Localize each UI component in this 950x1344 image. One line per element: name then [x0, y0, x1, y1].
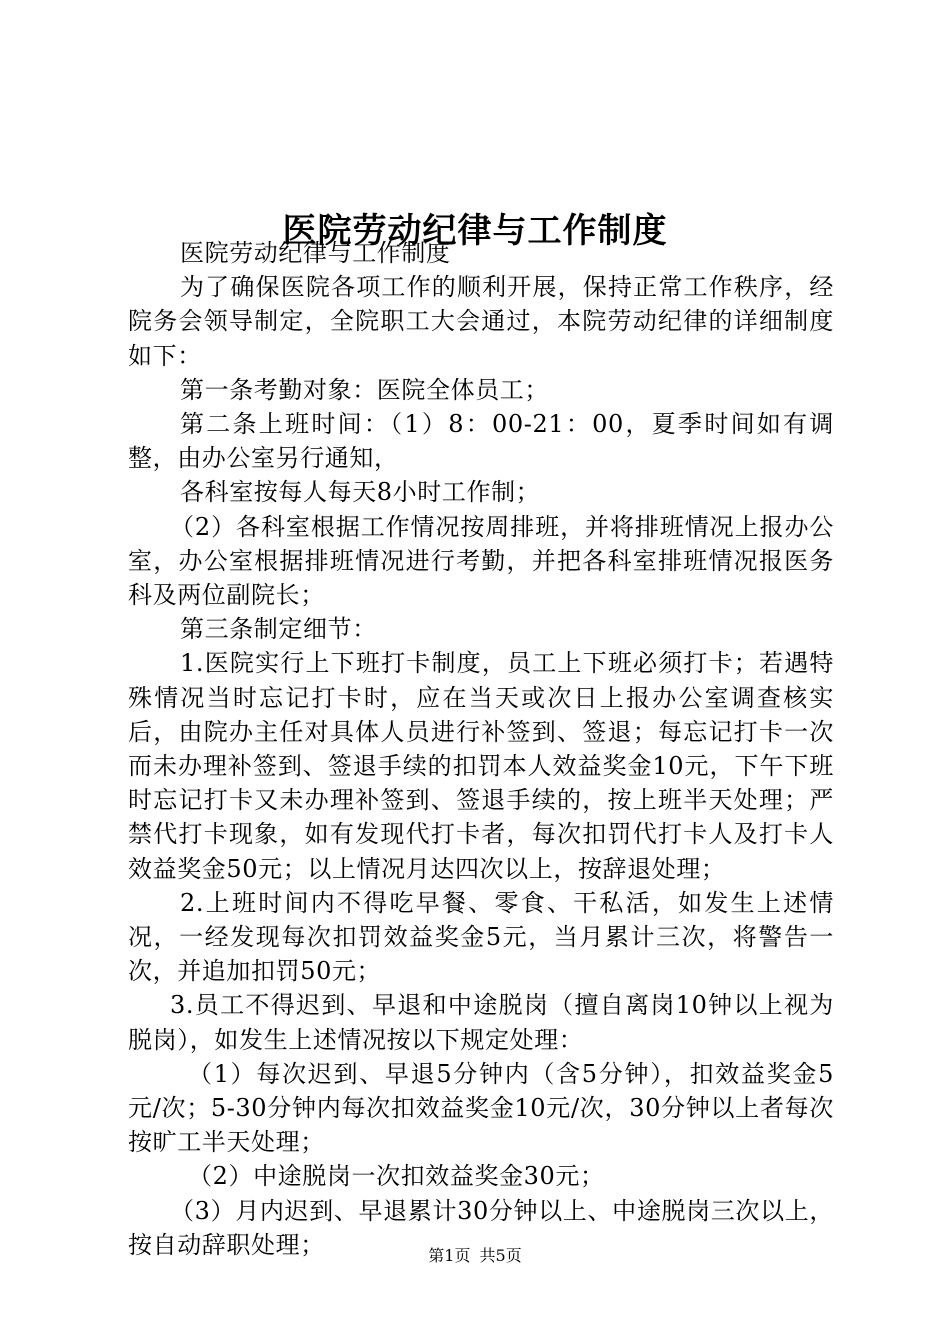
- document-title: 医院劳动纪律与工作制度: [282, 210, 668, 251]
- paragraph-subtitle: 医院劳动纪律与工作制度: [180, 239, 451, 267]
- paragraph-scheduling: （2）各科室根据工作情况按周排班，并将排班情况上报办公室，办公室根据排班情况进行考勤，并把各科室排班情况报医务科及两位副院长；: [128, 512, 834, 610]
- page-footer: 第1页 共5页: [428, 1246, 522, 1265]
- paragraph-article-3: 第三条制定细节：: [180, 615, 377, 644]
- paragraph-working-hours: 各科室按每人每天8小时工作制；: [180, 478, 541, 507]
- paragraph-article-2: 第二条上班时间：（1）8：00-21：00，夏季时间如有调整，由办公室另行通知，: [128, 410, 834, 473]
- paragraph-rule-3: 3.员工不得迟到、早退和中途脱岗（擅自离岗10钟以上视为脱岗），如发生上述情况按以下规定处理：: [128, 991, 834, 1054]
- paragraph-rule-3-item-2: （2）中途脱岗一次扣效益奖金30元；: [188, 1162, 605, 1191]
- paragraph-rule-3-item-1: （1）每次迟到、早退5分钟内（含5分钟），扣效益奖金5元/次；5-30分钟内每次扣效益奖金10元/次，30分钟以上者每次按旷工半天处理；: [128, 1059, 834, 1157]
- paragraph-rule-3-item-3: （3）月内迟到、早退累计30分钟以上、中途脱岗三次以上，按自动辞职处理；: [128, 1196, 834, 1259]
- paragraph-rule-2: 2.上班时间内不得吃早餐、零食、干私活，如发生上述情况，一经发现每次扣罚效益奖金5元，当月累计三次，将警告一次，并追加扣罚50元；: [128, 888, 834, 986]
- document-body: [128, 236, 834, 1262]
- paragraph-intro: 为了确保医院各项工作的顺利开展，保持正常工作秩序，经院务会领导制定，全院职工大会通过，本院劳动纪律的详细制度如下：: [128, 273, 834, 370]
- paragraph-article-1: 第一条考勤对象：医院全体员工；: [180, 375, 549, 404]
- paragraph-rule-1: 1.医院实行上下班打卡制度，员工上下班必须打卡；若遇特殊情况当时忘记打卡时，应在当天或次日上报办公室调查核实后，由院办主任对具体人员进行补签到、签退；每忘记打卡一次而未办理补签到、签退手续的扣罚本人效益奖金10元，下午下班时忘记打卡又未办理补签到、签退手续的，按上班半天处理；严禁代打卡现象，如有发现代打卡者，每次扣罚代打卡人及打卡人效益奖金50元；以上情况月达四次以上，按辞退处理；: [128, 649, 834, 883]
